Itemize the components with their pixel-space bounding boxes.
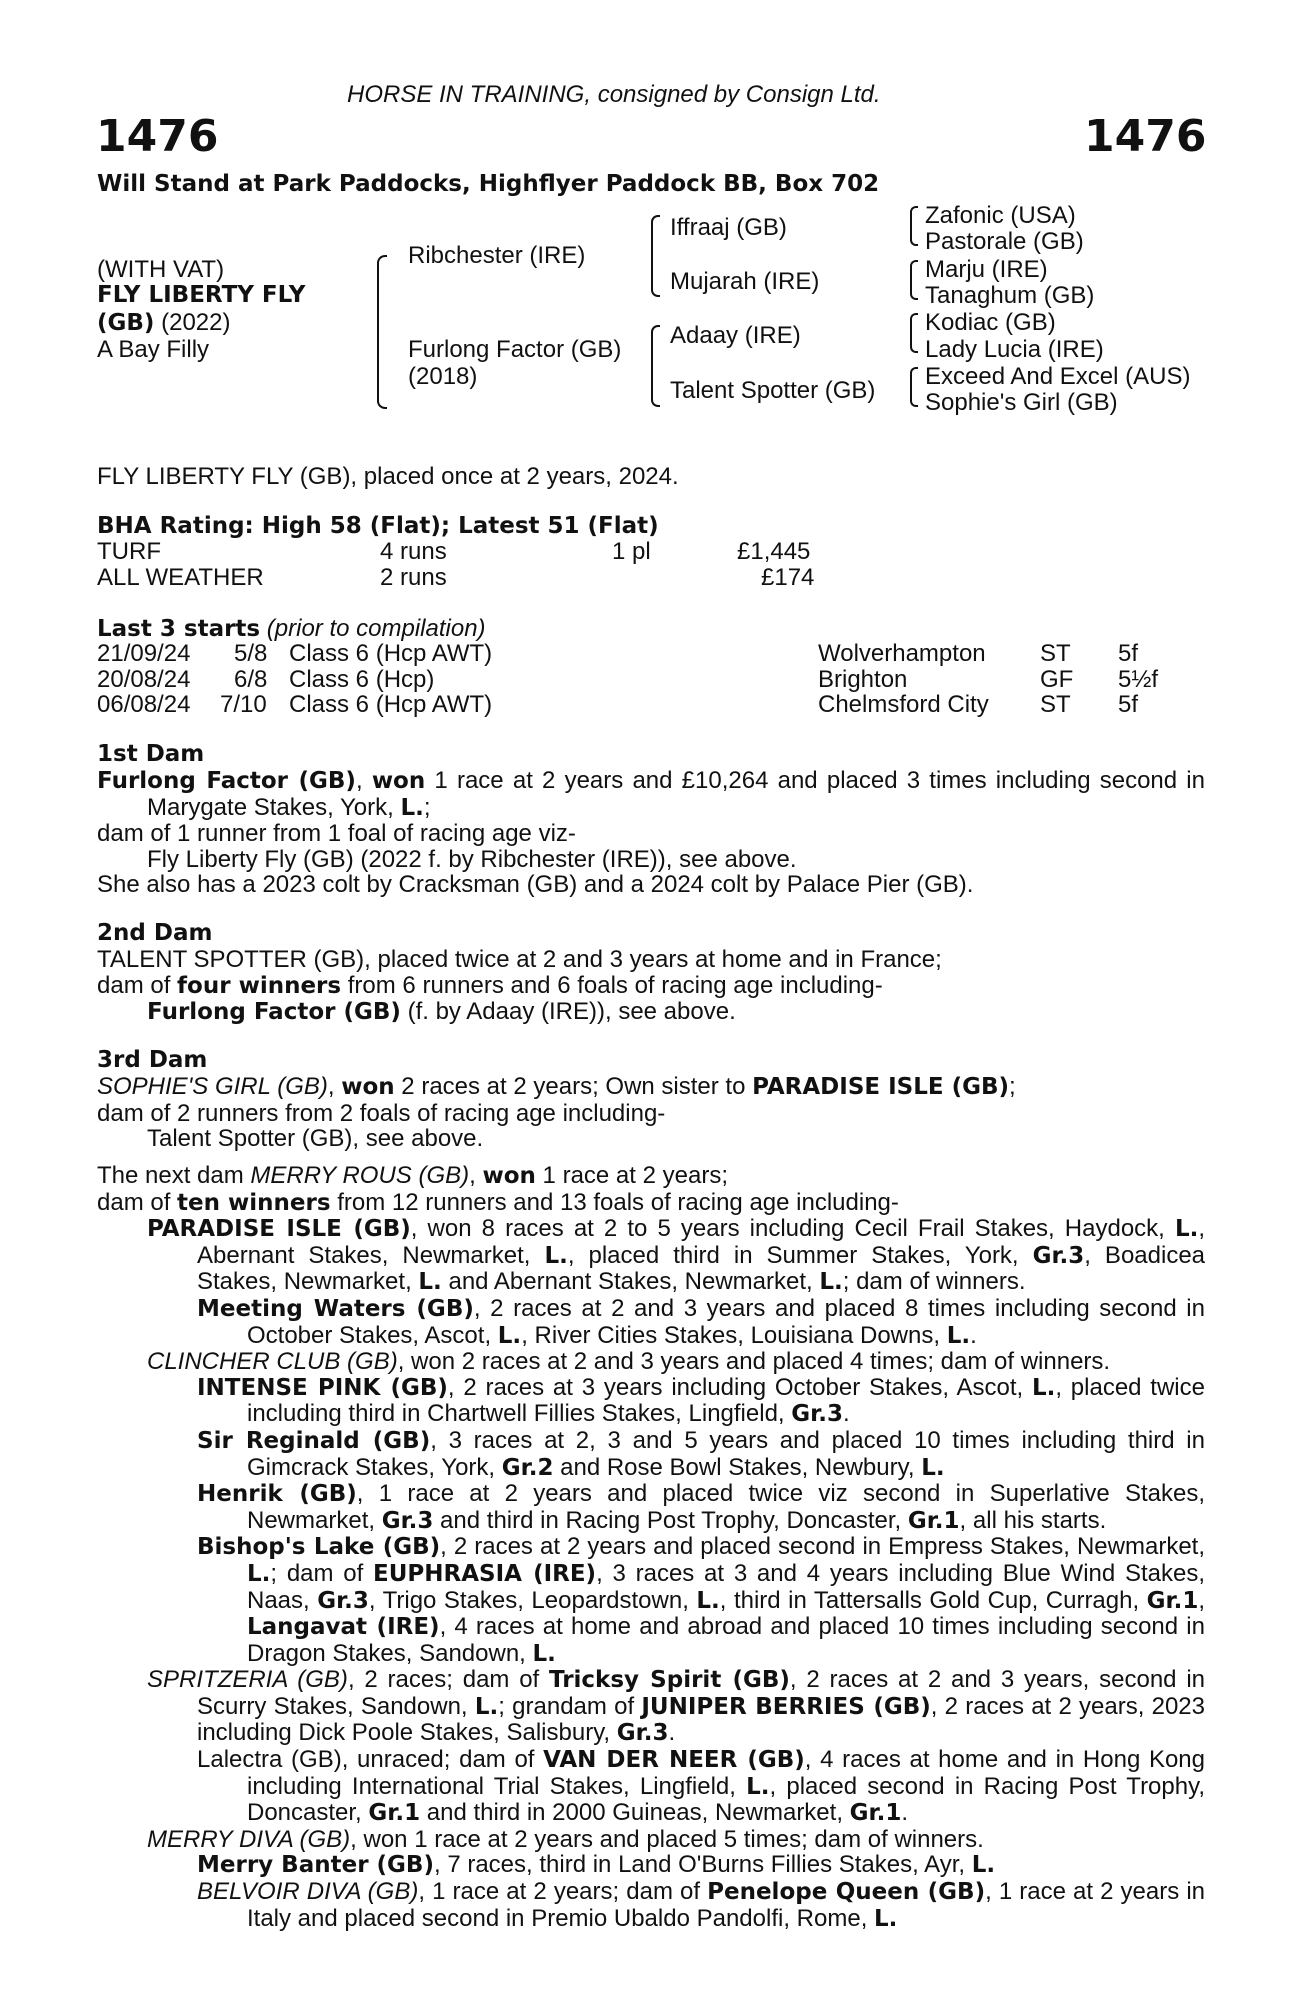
paradise-t3: , placed third in Summer Stakes, York, xyxy=(567,1241,1033,1269)
lalectra-t5: . xyxy=(901,1799,909,1827)
ped-dss: Kodiac (GB) xyxy=(925,309,1056,336)
starts-title: Last 3 starts xyxy=(97,616,261,642)
dam1-name: Furlong Factor (GB) xyxy=(97,768,356,794)
lalectra-t1: Lalectra (GB), unraced; dam of xyxy=(197,1746,544,1774)
meeting-t3: . xyxy=(970,1321,977,1349)
rating-money: £1,445 xyxy=(737,538,811,565)
produce-belvoir-diva xyxy=(97,1879,1205,1932)
spritz-t5: . xyxy=(668,1719,676,1747)
vanderneer-name: VAN DER NEER (GB) xyxy=(543,1747,805,1774)
meeting-name: Meeting Waters (GB) xyxy=(197,1295,474,1322)
paradise-t6: ; dam of winners. xyxy=(842,1268,1026,1296)
produce-merry-diva xyxy=(97,1827,1205,1853)
horse-year: (2022) xyxy=(161,309,231,336)
lalectra-group-1: Gr.1 xyxy=(368,1800,421,1827)
nextdam-line2 xyxy=(97,1190,1205,1217)
starts-note: (prior to compilation) xyxy=(266,615,486,642)
ped-sdd: Tanaghum (GB) xyxy=(925,282,1095,309)
dam1-text1: 1 race at 2 years and £10,264 and placed 3 times including second in Marygate Stakes, York, xyxy=(147,767,1205,821)
dam2-winners: four winners xyxy=(177,972,342,999)
paradise-group: Gr.3 xyxy=(1032,1242,1085,1269)
nextdam-l2c: from 12 runners and 13 foals of racing age including- xyxy=(330,1188,899,1216)
brace-sire xyxy=(651,215,660,297)
clincher-t1: , won 2 races at 2 and 3 years and placed 4 times; dam of winners. xyxy=(397,1348,1111,1376)
brace-ss xyxy=(910,206,918,246)
horse-summary: FLY LIBERTY FLY (GB), placed once at 2 years, 2024. xyxy=(97,463,679,490)
horse-name: FLY LIBERTY FLY xyxy=(97,282,306,308)
spritzeria-text xyxy=(147,1667,1205,1747)
meeting-listed-2: L. xyxy=(946,1322,971,1349)
brace-ds xyxy=(910,313,918,353)
dam3-record xyxy=(97,1074,1205,1152)
intense-t2: , placed twice including third in Chartwell Fillies Stakes, Lingfield, xyxy=(247,1373,1205,1428)
lalectra-group-2: Gr.1 xyxy=(849,1800,902,1827)
produce-lalectra xyxy=(97,1747,1205,1827)
bishop-listed-1: L. xyxy=(247,1560,271,1587)
dam2-line3 xyxy=(97,999,1205,1026)
horse-country: (GB) xyxy=(97,310,155,336)
dam1-line4: She also has a 2023 colt by Cracksman (GB) and a 2024 colt by Palace Pier (GB). xyxy=(97,871,974,899)
rating-runs: 2 runs xyxy=(380,564,447,591)
spritz-group: Gr.3 xyxy=(616,1720,669,1747)
start-date: 21/09/24 xyxy=(97,640,191,667)
rating-placed: 1 pl xyxy=(612,538,651,565)
sir-name: Sir Reginald (GB) xyxy=(197,1427,431,1454)
henrik-name: Henrik (GB) xyxy=(197,1481,357,1508)
nextdam-record xyxy=(97,1163,1205,1932)
paradise-listed-4: L. xyxy=(819,1269,843,1296)
dam2-record xyxy=(97,947,1205,1026)
vat-label: (WITH VAT) xyxy=(97,256,225,283)
start-position: 7/10 xyxy=(220,691,267,718)
bishop-t3: , 3 races at 3 and 4 years including Blue Wind Stakes, Naas, xyxy=(247,1559,1206,1614)
start-class: Class 6 (Hcp) xyxy=(289,666,435,693)
belvoir-name: BELVOIR DIVA (GB) xyxy=(197,1878,419,1906)
produce-henrik xyxy=(97,1481,1205,1534)
nextdam-l1c: , xyxy=(469,1162,483,1189)
dam2-l2a: dam of xyxy=(97,971,178,999)
dam3-line3: Talent Spotter (GB), see above. xyxy=(147,1125,484,1153)
lot-number-right: 1476 xyxy=(1084,111,1207,162)
bishop-t7: , 4 races at home and abroad and placed 10 times including second in Dragon Stakes, Sandown, xyxy=(247,1613,1205,1667)
consignor-line: HORSE IN TRAINING, consigned by Consign Ltd. xyxy=(347,81,881,108)
intense-group: Gr.3 xyxy=(791,1401,843,1428)
intense-t3: . xyxy=(842,1400,850,1428)
dam3-l1b: , xyxy=(327,1073,342,1100)
bishop-listed-3: L. xyxy=(532,1640,556,1667)
bishop-listed-2: L. xyxy=(696,1587,720,1614)
banter-listed: L. xyxy=(971,1852,996,1879)
dam2-l3b: (f. by Adaay (IRE)), see above. xyxy=(400,998,736,1026)
belvoir-t2: , 1 race at 2 years in Italy and placed second in Premio Ubaldo Pandolfi, Rome, xyxy=(247,1878,1205,1932)
brace-dd xyxy=(910,367,918,407)
sir-t2: and Rose Bowl Stakes, Newbury, xyxy=(553,1453,922,1481)
intense-name: INTENSE PINK (GB) xyxy=(197,1374,448,1401)
meeting-t1: , 2 races at 2 and 3 years and placed 8 times including second in October Stakes, Ascot, xyxy=(247,1294,1205,1349)
spritz-t4: , 2 races at 2 years, 2023 including Dick Poole Stakes, Salisbury, xyxy=(197,1692,1206,1747)
produce-paradise-isle xyxy=(97,1216,1205,1296)
ped-sire: Ribchester (IRE) xyxy=(408,242,586,269)
produce-sir-reginald xyxy=(97,1428,1205,1481)
brace-sd xyxy=(910,260,918,300)
ped-ss: Iffraaj (GB) xyxy=(670,214,787,241)
spritz-name: SPRITZERIA (GB) xyxy=(147,1666,348,1694)
henrik-group-1: Gr.3 xyxy=(381,1507,434,1534)
paradise-t5: and Abernant Stakes, Newmarket, xyxy=(441,1268,820,1296)
brace-dam xyxy=(651,325,660,407)
nextdam-l2a: dam of xyxy=(97,1188,178,1216)
paradise-listed-3: L. xyxy=(418,1269,442,1296)
dam3-won: won xyxy=(341,1074,395,1100)
dam3-title: 3rd Dam xyxy=(97,1047,208,1073)
start-course: Brighton xyxy=(818,666,908,693)
henrik-t2: and third in Racing Post Trophy, Doncaster, xyxy=(433,1506,908,1534)
rating-money: £174 xyxy=(761,564,815,591)
banter-name: Merry Banter (GB) xyxy=(197,1852,434,1879)
paradise-t4: , Boadicea Stakes, Newmarket, xyxy=(197,1241,1206,1296)
bishop-group-1: Gr.3 xyxy=(317,1587,369,1614)
sir-listed: L. xyxy=(921,1454,945,1481)
nextdam-l1a: The next dam xyxy=(97,1162,251,1189)
dam3-line2: dam of 2 runners from 2 foals of racing age including- xyxy=(97,1099,666,1127)
nextdam-won: won xyxy=(482,1163,536,1189)
bishop-t6: , xyxy=(1198,1586,1205,1614)
rating-surface: ALL WEATHER xyxy=(97,564,264,591)
produce-clincher-club xyxy=(97,1349,1205,1375)
dam1-won: won xyxy=(371,768,426,794)
sir-group: Gr.2 xyxy=(501,1454,554,1481)
ped-dds: Exceed And Excel (AUS) xyxy=(925,363,1191,390)
dam1-comma: , xyxy=(355,767,372,794)
langavat-name: Langavat (IRE) xyxy=(247,1614,440,1641)
paradise-t2: , Abernant Stakes, Newmarket, xyxy=(197,1215,1206,1269)
ped-sss: Zafonic (USA) xyxy=(925,202,1076,229)
dam1-line2: dam of 1 runner from 1 foal of racing age viz- xyxy=(97,820,576,848)
dam1-title: 1st Dam xyxy=(97,741,205,767)
paradise-t1: , won 8 races at 2 to 5 years including Cecil Frail Stakes, Haydock, xyxy=(410,1215,1175,1243)
dam1-line1 xyxy=(97,768,1205,821)
dam2-title: 2nd Dam xyxy=(97,920,213,946)
ped-dd: Talent Spotter (GB) xyxy=(670,377,876,404)
bishop-group-2: Gr.1 xyxy=(1146,1587,1199,1614)
produce-spritzeria xyxy=(97,1667,1205,1747)
dam3-line1 xyxy=(97,1074,1205,1101)
henrik-t1: , 1 race at 2 years and placed twice viz second in Superlative Stakes, Newmarket, xyxy=(247,1480,1205,1534)
start-going: ST xyxy=(1040,640,1071,667)
penelope-name: Penelope Queen (GB) xyxy=(707,1879,986,1906)
spritz-t1: , 2 races; dam of xyxy=(347,1666,550,1694)
spritz-t2: , 2 races at 2 and 3 years, second in Scurry Stakes, Sandown, xyxy=(197,1666,1205,1720)
bishop-t2: ; dam of xyxy=(270,1559,374,1587)
dam3-l1f: ; xyxy=(1009,1073,1016,1100)
intense-t1: , 2 races at 3 years including October Stakes, Ascot, xyxy=(447,1373,1032,1401)
ped-ssd: Pastorale (GB) xyxy=(925,228,1084,255)
starts-heading xyxy=(97,616,486,643)
banter-t1: , 7 races, third in Land O'Burns Fillies Stakes, Ayr, xyxy=(433,1851,972,1879)
produce-intense-pink xyxy=(97,1375,1205,1428)
paradise-listed-2: L. xyxy=(544,1242,568,1269)
rating-title: BHA Rating: High 58 (Flat); Latest 51 (Flat) xyxy=(97,513,659,539)
meeting-t2: , River Cities Stakes, Louisiana Downs, xyxy=(521,1321,947,1349)
dam1-line3: Fly Liberty Fly (GB) (2022 f. by Ribchester (IRE)), see above. xyxy=(147,845,797,873)
bishop-t1: , 2 races at 2 years and placed second in Empress Stakes, Newmarket, xyxy=(440,1533,1205,1561)
paradise-name: PARADISE ISLE (GB) xyxy=(147,1216,411,1243)
start-distance: 5f xyxy=(1118,640,1139,667)
ped-ddd: Sophie's Girl (GB) xyxy=(925,389,1118,416)
dam2-l2c: from 6 runners and 6 foals of racing age including- xyxy=(341,971,883,999)
horse-description: A Bay Filly xyxy=(97,336,210,363)
produce-merry-banter xyxy=(97,1852,1205,1879)
dam1-text2: ; xyxy=(423,793,431,821)
nextdam-name: MERRY ROUS (GB) xyxy=(250,1162,470,1189)
rating-runs: 4 runs xyxy=(380,538,447,565)
start-date: 06/08/24 xyxy=(97,691,191,718)
belvoir-listed: L. xyxy=(874,1905,898,1932)
tricksy-name: Tricksy Spirit (GB) xyxy=(549,1667,790,1694)
meeting-listed-1: L. xyxy=(497,1322,522,1349)
dam3-l1d: 2 races at 2 years; Own sister to xyxy=(394,1073,753,1100)
brace-gen1 xyxy=(377,255,387,409)
start-class: Class 6 (Hcp AWT) xyxy=(289,691,493,718)
dam2-line1: TALENT SPOTTER (GB), placed twice at 2 and 3 years at home and in France; xyxy=(97,946,942,973)
sir-t1: , 3 races at 2, 3 and 5 years and placed 10 times including third in Gimcrack Stakes, York, xyxy=(247,1426,1205,1481)
bishop-name: Bishop's Lake (GB) xyxy=(197,1534,441,1561)
paradise-listed-1: L. xyxy=(1174,1216,1199,1243)
bishop-t4: , Trigo Stakes, Leopardstown, xyxy=(368,1586,697,1614)
location-line: Will Stand at Park Paddocks, Highflyer Paddock BB, Box 702 xyxy=(97,171,880,197)
dam1-record xyxy=(97,768,1205,898)
belvoir-t1: , 1 race at 2 years; dam of xyxy=(418,1878,708,1906)
intense-listed: L. xyxy=(1031,1374,1056,1401)
ped-sd: Mujarah (IRE) xyxy=(670,268,820,295)
dam3-name: SOPHIE'S GIRL (GB) xyxy=(97,1073,328,1100)
nextdam-l1e: 1 race at 2 years; xyxy=(535,1162,728,1189)
lalectra-t4: and third in 2000 Guineas, Newmarket, xyxy=(420,1799,850,1827)
start-course: Wolverhampton xyxy=(818,640,986,667)
euphrasia-name: EUPHRASIA (IRE) xyxy=(373,1560,597,1587)
start-position: 6/8 xyxy=(234,666,268,693)
produce-meeting-waters xyxy=(97,1296,1205,1349)
clincher-name: CLINCHER CLUB (GB) xyxy=(147,1348,398,1376)
spritz-t3: ; grandam of xyxy=(498,1692,642,1720)
start-course: Chelmsford City xyxy=(818,691,989,718)
produce-bishops-lake xyxy=(97,1534,1205,1667)
lalectra-t2: , 4 races at home and in Hong Kong including International Trial Stakes, Lingfield, xyxy=(247,1746,1206,1800)
nextdam-line1 xyxy=(97,1163,1205,1190)
dam2-line2 xyxy=(97,973,1205,1000)
start-date: 20/08/24 xyxy=(97,666,191,693)
merrydiva-name: MERRY DIVA (GB) xyxy=(147,1825,351,1853)
start-distance: 5½f xyxy=(1118,666,1159,693)
dam1-listed: L. xyxy=(400,794,424,821)
nextdam-winners: ten winners xyxy=(177,1189,331,1216)
start-class: Class 6 (Hcp AWT) xyxy=(289,640,493,667)
henrik-t3: , all his starts. xyxy=(959,1506,1107,1534)
merrydiva-t1: , won 1 race at 2 years and placed 5 times; dam of winners. xyxy=(350,1825,984,1853)
rating-surface: TURF xyxy=(97,538,161,565)
start-going: GF xyxy=(1040,666,1074,693)
ped-ds: Adaay (IRE) xyxy=(670,322,801,349)
start-going: ST xyxy=(1040,691,1071,718)
start-distance: 5f xyxy=(1118,691,1139,718)
ped-sds: Marju (IRE) xyxy=(925,256,1048,283)
lot-number-left: 1476 xyxy=(96,111,219,162)
henrik-group-2: Gr.1 xyxy=(907,1507,960,1534)
start-position: 5/8 xyxy=(234,640,268,667)
dam2-progeny: Furlong Factor (GB) xyxy=(147,999,401,1026)
ped-dam: Furlong Factor (GB) xyxy=(408,336,622,363)
lalectra-listed: L. xyxy=(746,1773,770,1800)
bishop-t5: , third in Tattersalls Gold Cup, Curragh, xyxy=(719,1586,1147,1614)
ped-dam-year: (2018) xyxy=(408,363,478,390)
dam3-sister: PARADISE ISLE (GB) xyxy=(752,1074,1010,1100)
spritz-listed: L. xyxy=(474,1693,499,1720)
juniper-name: JUNIPER BERRIES (GB) xyxy=(641,1693,931,1720)
ped-dsd: Lady Lucia (IRE) xyxy=(925,336,1104,363)
horse-name-line2 xyxy=(97,310,230,337)
lalectra-t3: , placed second in Racing Post Trophy, Doncaster, xyxy=(247,1772,1205,1827)
